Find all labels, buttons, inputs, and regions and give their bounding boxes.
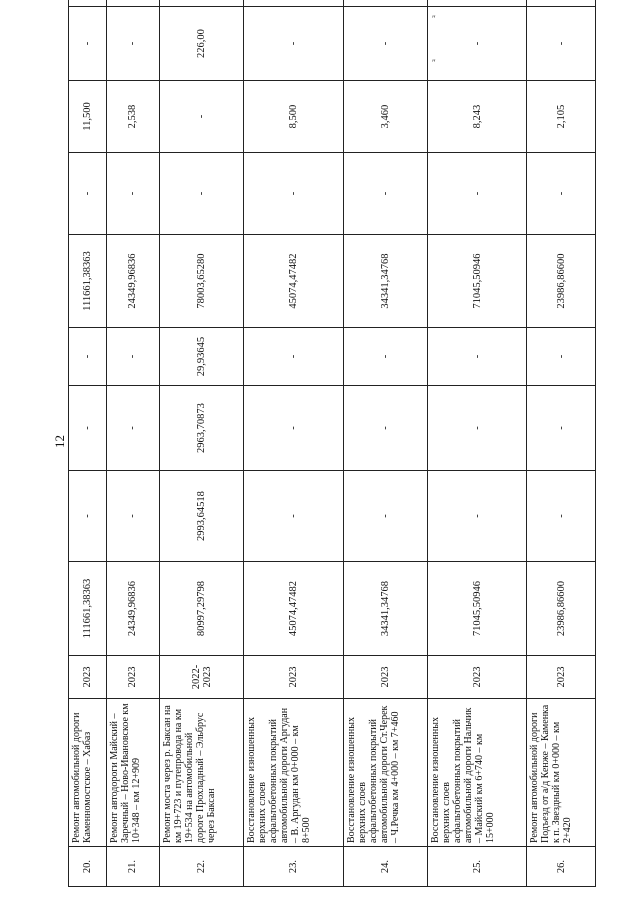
- corner-mark: ″: [432, 58, 436, 68]
- total-cost: 23986,86600: [527, 562, 596, 656]
- completion-year: [244, 0, 344, 7]
- period: 2023: [106, 656, 159, 699]
- cost-col-5: 78003,65280: [160, 235, 244, 328]
- total-cost: 111661,38363: [69, 562, 107, 656]
- total-cost: 45074,47482: [244, 562, 344, 656]
- cost-col-4: -: [244, 328, 344, 386]
- length-km: 11,500: [69, 81, 107, 153]
- table-row: [106, 0, 159, 887]
- cost-col-3: -: [106, 386, 159, 471]
- completion-year: [427, 0, 527, 7]
- length-m: -: [343, 7, 427, 81]
- table-row: [343, 0, 427, 887]
- cost-col-3: -: [244, 386, 344, 471]
- row-number: 25.: [427, 847, 527, 887]
- table-row: [427, 0, 527, 887]
- length-km: 8,500: [244, 81, 344, 153]
- length-km: 3,460: [343, 81, 427, 153]
- cost-col-5: 23986,86600: [527, 235, 596, 328]
- cost-col-2: -: [106, 471, 159, 562]
- cost-col-3: -: [69, 386, 107, 471]
- completion-year: [160, 0, 244, 7]
- cost-col-5: 45074,47482: [244, 235, 344, 328]
- length-km: -: [160, 81, 244, 153]
- cost-col-2: -: [343, 471, 427, 562]
- length-km: 2,538: [106, 81, 159, 153]
- cost-col-3: -: [343, 386, 427, 471]
- length-km: 2,105: [527, 81, 596, 153]
- period: 2023: [244, 656, 344, 699]
- cost-col-5: 24349,96836: [106, 235, 159, 328]
- object-name: Восстановление изношенных верхних слоев асфальтобетонных покрытий автомобильной дороги Нальчик – Майский км 6+740 – км 15+000: [427, 699, 527, 847]
- length-km: 8,243: [427, 81, 527, 153]
- period: 2023: [343, 656, 427, 699]
- object-name: Ремонт моста через р. Баксан на км 19+723 и путепровода на км 19+534 на автомобильной дороге Прохладный – Эльбрус через Баксан: [160, 699, 244, 847]
- cost-col-3: -: [527, 386, 596, 471]
- object-name: Восстановление изношенных верхних слоев асфальтобетонных покрытий автомобильной дороги Аргудан – В. Аргудан км 0+000 – км 8+500: [244, 699, 344, 847]
- total-cost: 34341,34768: [343, 562, 427, 656]
- completion-year: [527, 0, 596, 7]
- row-number: 22.: [160, 847, 244, 887]
- road-repair-table: [68, 0, 596, 887]
- object-name: Восстановление изношенных верхних слоев асфальтобетонных покрытий автомобильной дороги Ст.Черек – Ч.Речка км 4+000 – км 7+460: [343, 699, 427, 847]
- cost-col-6: -: [244, 153, 344, 235]
- row-number: 21.: [106, 847, 159, 887]
- period: 2023: [527, 656, 596, 699]
- cost-col-6: -: [427, 153, 527, 235]
- cost-col-4: 29,93645: [160, 328, 244, 386]
- rotated-table-container: [68, 29, 596, 887]
- row-number: 26.: [527, 847, 596, 887]
- row-number: 24.: [343, 847, 427, 887]
- page-number: 12: [52, 435, 67, 448]
- object-name: Ремонт автомобильной дороги Каменномостское – Хабаз: [69, 699, 107, 847]
- total-cost: 71045,50946: [427, 562, 527, 656]
- cost-col-4: -: [427, 328, 527, 386]
- cost-col-5: 34341,34768: [343, 235, 427, 328]
- object-name: Ремонт автодороги Майский – Заречный – Ново-Ивановское км 10+348 – км 12+909: [106, 699, 159, 847]
- cost-col-3: -: [427, 386, 527, 471]
- table-row: [69, 0, 107, 887]
- period: 2023: [427, 656, 527, 699]
- cost-col-4: -: [106, 328, 159, 386]
- cost-col-4: -: [527, 328, 596, 386]
- cost-col-3: 2963,70873: [160, 386, 244, 471]
- object-name: Ремонт автомобильной дороги Подъезд от а/д Кенже – Каменка к п. Звездный км 0+000 – км 2+420: [527, 699, 596, 847]
- cost-col-6: -: [160, 153, 244, 235]
- cost-col-5: 71045,50946: [427, 235, 527, 328]
- cost-col-2: -: [244, 471, 344, 562]
- cost-col-2: -: [427, 471, 527, 562]
- table-row: [244, 0, 344, 887]
- cost-col-4: -: [69, 328, 107, 386]
- cost-col-6: -: [69, 153, 107, 235]
- length-m: -: [527, 7, 596, 81]
- table-row: [527, 0, 596, 887]
- table-row: [160, 0, 244, 887]
- period: 2022-2023: [160, 656, 244, 699]
- cost-col-4: -: [343, 328, 427, 386]
- completion-year: [106, 0, 159, 7]
- length-m: -: [427, 7, 527, 81]
- total-cost: 24349,96836: [106, 562, 159, 656]
- total-cost: 80997,29798: [160, 562, 244, 656]
- length-m: 226,00: [160, 7, 244, 81]
- cost-col-6: -: [106, 153, 159, 235]
- length-m: -: [69, 7, 107, 81]
- corner-mark: ″: [432, 14, 436, 24]
- cost-col-2: -: [69, 471, 107, 562]
- cost-col-6: -: [527, 153, 596, 235]
- completion-year: [343, 0, 427, 7]
- length-m: -: [106, 7, 159, 81]
- cost-col-2: -: [527, 471, 596, 562]
- cost-col-6: -: [343, 153, 427, 235]
- length-m: -: [244, 7, 344, 81]
- row-number: 20.: [69, 847, 107, 887]
- row-number: 23.: [244, 847, 344, 887]
- cost-col-5: 111661,38363: [69, 235, 107, 328]
- completion-year: [69, 0, 107, 7]
- period: 2023: [69, 656, 107, 699]
- cost-col-2: 2993,64518: [160, 471, 244, 562]
